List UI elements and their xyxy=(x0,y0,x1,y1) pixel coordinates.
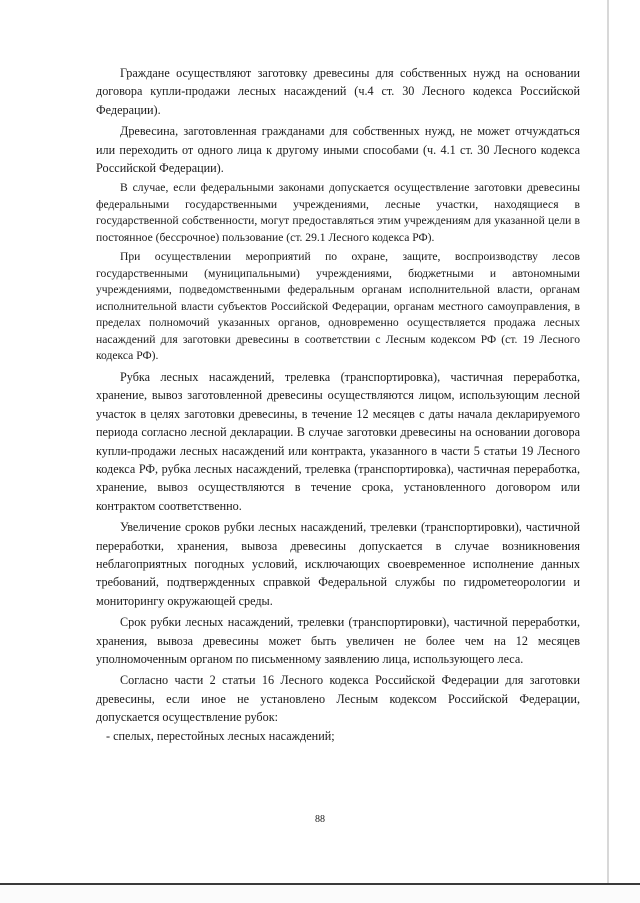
page-number: 88 xyxy=(315,814,325,825)
paragraph-forest-protection-sales: При осуществлении мероприятий по охране, защите, воспроизводству лесов государственными (муниципальными) учреждениями, бюджетными и автономными учреждениями, подведомственными федеральным органам исполнительной власти, органам исполнительной власти субъектов Российской Федерации, органам местного самоуправления, в пределах полномочий указанных органов, одновременно осуществляется продажа лесных насаждений для заготовки древесины в соответствии с Лесным кодексом РФ (ст. 19 Лесного кодекса РФ). xyxy=(96,250,580,363)
scan-margin xyxy=(0,885,640,903)
scan-edge-right xyxy=(607,0,609,883)
list-item-mature-stands: - спелых, перестойных лесных насаждений; xyxy=(106,728,335,743)
paragraph-term-extension-limit: Срок рубки лесных насаждений, трелевки (транспортировки), частичной переработки, хранения, вывоза древесины может быть увеличен не более чем на 12 месяцев уполномоченным органом по письменному заявлению лица, использующего леса. xyxy=(96,615,580,667)
paragraph-citizens-harvesting: Граждане осуществляют заготовку древесины для собственных нужд на основании договора купли-продажи лесных насаждений (ч.4 ст. 30 Лесного кодекса Российской Федерации). xyxy=(96,66,580,117)
paragraph-allowed-fellings: Согласно части 2 статьи 16 Лесного кодекса Российской Федерации для заготовки древесины, если иное не установлено Лесным кодексом Российской Федерации, допускается осуществление рубок: xyxy=(96,673,580,725)
paragraph-alienation-ban: Древесина, заготовленная гражданами для собственных нужд, не может отчуждаться или переходить от одного лица к другому иными способами (ч. 4.1 ст. 30 Лесного кодекса Российской Федерации). xyxy=(96,124,580,176)
paragraph-term-extension-weather: Увеличение сроков рубки лесных насаждений, трелевки (транспортировки), частичной переработки, хранения, вывоза древесины допускается в случае возникновения неблагоприятных погодных условий, исключающих своевременное исполнение данных требований, подтвержденных справкой Федеральной службы по гидрометеорологии и мониторингу окружающей среды. xyxy=(96,520,580,608)
paragraph-federal-institutions: В случае, если федеральными законами допускается осуществление заготовки древесины федеральными государственными учреждениями, лесные участки, находящиеся в государственной собственности, могут предоставляться этим учреждениям для указанной цели в постоянное (бессрочное) пользование (ст. 29.1 Лесного кодекса РФ). xyxy=(96,181,580,244)
paragraph-logging-terms: Рубка лесных насаждений, трелевка (транспортировка), частичная переработка, хранение, вывоз заготовленной древесины осуществляются лицом, использующим лесной участок в целях заготовки древесины, в течение 12 месяцев с даты начала декларируемого периода согласно лесной декларации. В случае заготовки древесины на основании договора купли-продажи лесных насаждений или контракта, указанного в части 5 статьи 19 Лесного кодекса РФ, рубка лесных насаждений, трелевка (транспортировка), частичная переработка, хранение, вывоз осуществляются в течение срока, установленного договором или контрактом соответственно. xyxy=(96,369,580,513)
body-text xyxy=(96,64,580,745)
